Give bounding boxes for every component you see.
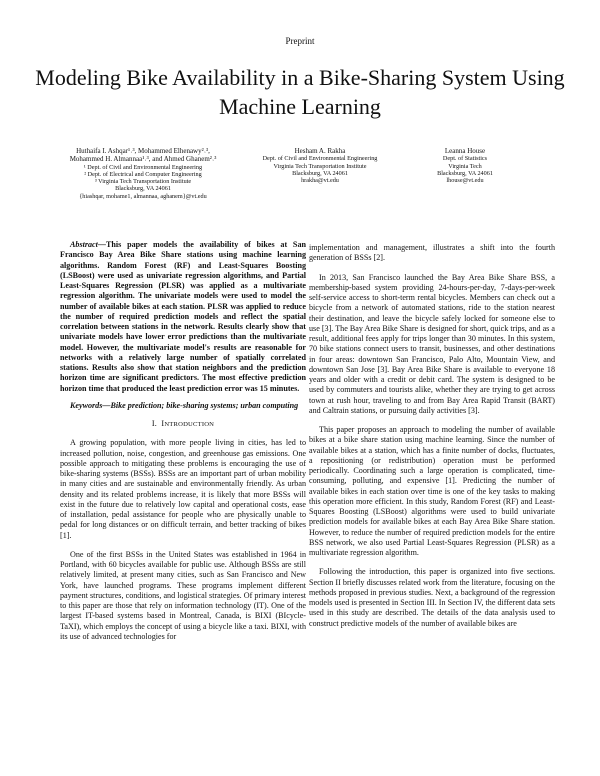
affiliation-line: ¹ Dept. of Civil and Environmental Engineering	[83, 163, 203, 171]
author-names-2: Mohammed H. Almannaa¹˒³, and Ahmed Ghanem²˒³	[69, 155, 217, 164]
section-heading-introduction	[60, 419, 306, 430]
author-names: Hesham A. Rakha	[294, 147, 346, 155]
keywords: Keywords—Bike prediction; bike-sharing systems; urban computing	[70, 400, 299, 410]
author-block-3	[410, 147, 520, 184]
author-block-2	[255, 147, 385, 184]
section-title-rest: NTRODUCTION	[164, 421, 215, 428]
abstract-lead: Abstract—	[70, 240, 106, 249]
author-names: Huthaifa I. Ashqar¹˒³, Mohammed Elhenawy²˒³,	[76, 147, 210, 155]
affiliation-line: Blacksburg, VA 24061	[292, 169, 348, 177]
body-paragraph-continuation: implementation and management, illustrates a shift into the fourth generation of BSSs [2].	[309, 243, 555, 263]
author-email: {hiashqar, mohame1, almannaa, aghanem}@vt.edu	[79, 192, 207, 200]
body-paragraph: Following the introduction, this paper is organized into five sections. Section II briefly discusses related work from the literature, focusing on the methods proposed in previous studies. Next, a background of the regression models used is presented in Section III. In Section IV, the different data sets used in this study are described. The details of the data analysis used to construct predictive models of the number of available bikes are	[309, 567, 555, 628]
body-paragraph: A growing population, with more people living in cities, has led to increased pollution, noise, congestion, and greenhouse gas emissions. One possible approach to mitigating these problems is encouraging the use of bike-sharing systems (BSSs). BSSs are an important part of urban mobility in many cities and are sustainable and environmentally friendly. As urban density and its related problems increase, it is likely that more BSSs will exist in the future due to relatively low capital and operational costs, ease of installation, pedal assistance for people who are physically unable to pedal for long distances or on difficult terrain, and better tracking of bikes [1].	[60, 438, 306, 540]
author-names: Leanna House	[444, 147, 486, 155]
affiliation-line: Blacksburg, VA 24061	[437, 169, 493, 177]
right-column	[309, 243, 555, 638]
affiliation-line: Dept. of Civil and Environmental Engineering	[262, 155, 378, 163]
author-email: lhouse@vt.edu	[446, 177, 484, 185]
affiliation-line: Blacksburg, VA 24061	[115, 185, 171, 193]
body-paragraph: In 2013, San Francisco launched the Bay Area Bike Share BSS, a membership-based system providing 24-hours-per-day, 7-days-per-week self-service access to short-term rental bicycles. Members can check out a bicycle from a network of automated stations, ride to the station nearest their destination, and leave the bicycle safely locked for someone else to use [3]. The Bay Area Bike Share is designed for short, quick trips, and as a result, additional fees apply for trips longer than 30 minutes. In this system, 70 bike stations connect users to transit, businesses, and other destinations in four areas: downtown San Francisco, Palo Alto, Mountain View, and downtown San Jose [3]. Bay Area Bike Share is available to everyone 18 years and older with a credit or debit card. The system is designed to be used by commuters and tourists alike, whether they are trying to get across town at rush hour, traveling to and from Bay Area Rapid Transit (BART) and Caltrain stations, or pursuing daily activities [3].	[309, 272, 555, 415]
abstract	[60, 240, 306, 394]
author-block-1	[68, 147, 218, 200]
body-paragraph: This paper proposes an approach to modeling the number of available bikes at a bike share station using machine learning. Since the number of available bikes at a station, which has a finite number of docks, fluctuates, a repositioning (or redistribution) operation must be performed periodically. Coordinating such a large operation is complicated, time-consuming, polluting, and expensive [1]. Predicting the number of available bikes in each station over time is one of the key tasks to making this operation more efficient. In this study, Random Forest (RF) and Least-Squares Boosting (LSBoost) algorithms were used to build univariate prediction models for available bikes at each Bay Area Bike Share station. However, to reduce the number of required prediction models for the entire BSS network, we also used Partial Least-Squares Regression (PLSR) as a multivariate regression algorithm.	[309, 425, 555, 557]
section-title-initial: I	[161, 419, 165, 428]
paper-title: Modeling Bike Availability in a Bike-Sharing System Using Machine Learning	[35, 65, 565, 119]
preprint-label: Preprint	[285, 36, 315, 46]
affiliation-line: Dept. of Statistics	[442, 155, 488, 163]
affiliation-line: ³ Virginia Tech Transportation Institute	[94, 178, 192, 186]
body-paragraph: One of the first BSSs in the United States was established in 1964 in Portland, with 60 bicycles available for public use. Although BSSs are still relatively limited, at present many cities, such as San Francisco and New York, have launched programs. These programs implement different payment structures, conditions, and logistical strategies. Of primary interest to this paper are those that rely on information technology (IT). One of the largest IT-based systems based in Montreal, Canada, is BIXI (BIcycle-TaXI), which employs the concept of using a bicycle like a taxi. BIXI, with its use of advanced technologies for	[60, 549, 306, 641]
affiliation-line: Virginia Tech	[448, 162, 482, 170]
affiliation-line: ² Dept. of Electrical and Computer Engineering	[84, 171, 202, 179]
left-column	[60, 240, 306, 651]
abstract-text: This paper models the availability of bikes at San Francisco Bay Area Bike Share stations using machine learning algorithms. Random Forest (RF) and Least-Squares Boosting (LSBoost) were used as univariate regression algorithms, and Partial Least-Squares Regression (PLSR) was applied as a multivariate regression algorithm. The univariate models were used to model the number of available bikes at each station. PLSR was applied to reduce the number of required prediction models and reflect the spatial correlation between stations in the network. Results clearly show that univariate models have lower error predictions than the multivariate model. However, the multivariate model's results are reasonable for networks with a relatively large number of spatially correlated stations. Results also show that station neighbors and the prediction horizon time are significant predictors. The most effective prediction horizon time that produced the least prediction error was 15 minutes.	[60, 240, 306, 393]
affiliation-line: Virginia Tech Transportation Institute	[273, 162, 367, 170]
author-email: hrakha@vt.edu	[301, 177, 339, 185]
section-number: I.	[151, 419, 157, 428]
